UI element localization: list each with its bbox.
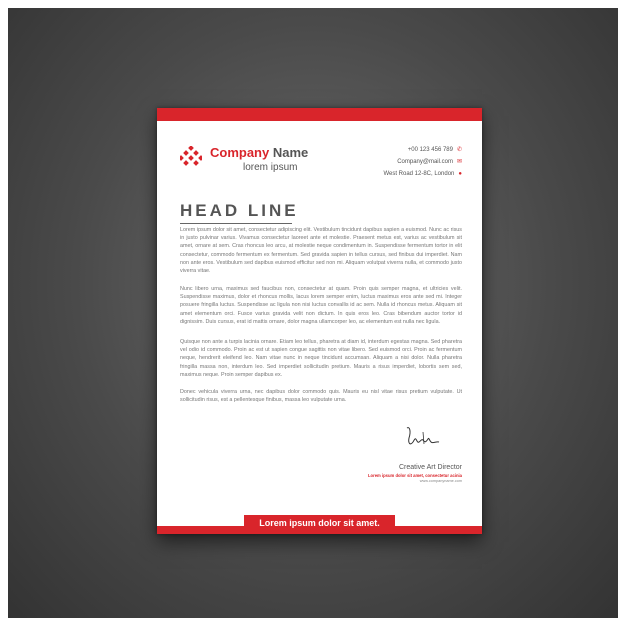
- footer-band: [244, 515, 395, 534]
- contact-phone: [408, 146, 462, 153]
- signature-subtitle: Lorem ipsum dolor sit amet, consectetur acinia: [367, 473, 462, 478]
- signature-website: www.companyname.com: [419, 479, 462, 483]
- headline: HEAD LINE: [180, 201, 299, 220]
- body-paragraph-4: Donec vehicula viverra urna, nec dapibus dolor commodo quis. Mauris eu nisl vitae risus pretium vulputate. Ut sollicitudin risus, est a pellentesque finibus, massa leo vulputate urna.: [180, 389, 462, 404]
- company-name-primary: Company: [210, 145, 270, 160]
- company-name: [210, 145, 308, 160]
- phone-text: +00 123 456 789: [407, 147, 453, 153]
- address-text: West Road 12-8C, London: [383, 171, 455, 177]
- company-tagline: lorem ipsum: [243, 162, 298, 173]
- mail-icon: ✉: [456, 159, 462, 165]
- phone-icon: ✆: [456, 147, 462, 153]
- location-pin-icon: ●: [458, 171, 462, 177]
- signature-scribble: [401, 424, 441, 450]
- headline-underline: [180, 223, 292, 224]
- company-name-secondary: Name: [272, 145, 309, 160]
- top-accent-bar: [157, 108, 482, 121]
- footer-band-text: Lorem ipsum dolor sit amet.: [259, 518, 380, 528]
- body-paragraph-3: Quisque non ante a turpis lacinia ornare. Etiam leo tellus, pharetra at diam id, interdum egestas magna. Sed pharetra vel odio id commodo. Proin ac est ut sapien congue sagittis non vitae libero. Sed euismod orci. Proin ac fermentum neque, hendrerit eleifend leo. Nam vitae nunc in neque tincidunt accumsan. Aliquam a nisi dolor. Nulla pharetra fringilla massa non, interdum leo. Sed imperdiet sollicitudin pretium. Mauris a risus imperdiet, lobortis sem sed, maximus neque. Proin semper dapibus ex.: [180, 339, 462, 378]
- contact-address: [383, 171, 462, 177]
- signature-title: Creative Art Director: [398, 464, 462, 471]
- diamond-grid-logo-icon: [180, 146, 202, 168]
- body-paragraph-2: Nunc libero urna, maximus sed faucibus non, consectetur at quam. Proin quis semper magna, et ultricies velit. Suspendisse maximus, dolor et rhoncus mollis, lacus lorem semper enim, luctus maximus eros ante sed mi. Integer posuere fringilla luctus. Suspendisse ac ligula non nisi luctus convallis id ac sem. Nulla id rhoncus metus. Aliquam sit amet elementum orci. Fusce varius gravida velit non dictum. In quis eros leo. Cras bibendum auctor tortor id dignissim. Duis cursus, erat id mattis ornare, dolor magna ullamcorper leo, ac elementum est nulla nec ligula.: [180, 286, 462, 325]
- contact-email: [397, 158, 462, 165]
- email-text: Company@mail.com: [397, 159, 453, 165]
- body-paragraph-1: Lorem ipsum dolor sit amet, consectetur adipiscing elit. Vestibulum tincidunt dapibus sapien a euismod. Nunc ac risus in justo pulvinar varius. Vivamus consectetur laoreet ante et molestie. Praesent metus est, varius ac vestibulum sit amet, ornare at sem. Cras rhoncus leo arcu, at molestie neque condimentum in. Suspendisse fermentum tortor in elit consectetur, commodo fermentum ex fermentum. Sed gravida sapien in tellus cursus, sed finibus dui imperdiet. Nam non ante eros. Vestibulum sed dapibus euismod efficitur sed non mi. Aliquam volutpat viverra nulla, et commodo justo viverra vitae.: [180, 227, 462, 275]
- letterhead-paper: [157, 108, 482, 534]
- dark-backdrop: [8, 8, 618, 618]
